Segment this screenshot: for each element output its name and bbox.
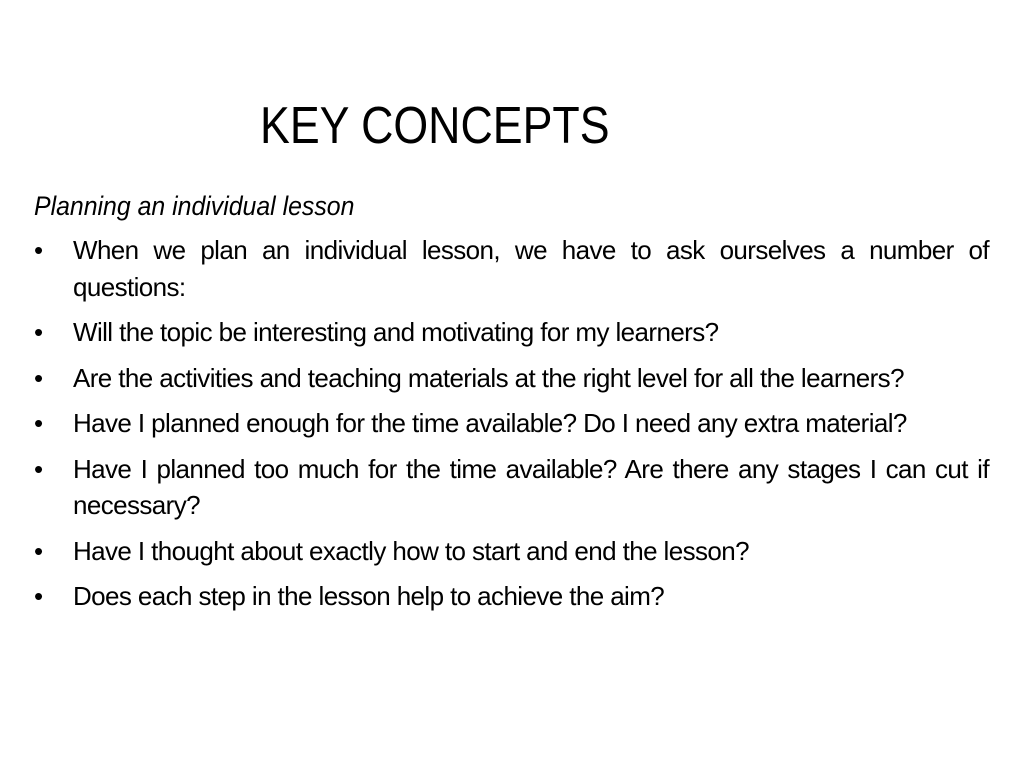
bullet-icon: • (34, 453, 43, 484)
slide-title: KEY CONCEPTS (260, 97, 610, 155)
bullet-icon: • (34, 362, 43, 393)
bullet-item (34, 232, 989, 305)
bullet-text: Have I thought about exactly how to start and end the lesson? (73, 535, 749, 566)
bullet-text: Does each step in the lesson help to achieve the aim? (73, 581, 665, 611)
bullet-icon: • (34, 317, 43, 347)
bullet-text: Have I planned enough for the time available? Do I need any extra material? (73, 408, 907, 438)
bullet-item (34, 405, 989, 442)
bullet-text: When we plan an individual lesson, we have to ask ourselves a number of questions: (73, 235, 989, 302)
slide-subtitle: Planning an individual lesson (34, 191, 355, 221)
bullet-icon: • (34, 581, 43, 611)
bullet-item (34, 314, 989, 351)
bullet-item (34, 451, 989, 524)
bullet-text: Will the topic be interesting and motivating for my learners? (73, 317, 719, 347)
bullet-item (34, 360, 989, 397)
bullet-text: Have I planned too much for the time available? Are there any stages I can cut if necessary? (73, 453, 989, 520)
bullet-icon: • (34, 408, 43, 438)
bullet-list (34, 232, 989, 615)
bullet-item (34, 578, 989, 615)
bullet-text: Are the activities and teaching materials at the right level for all the learners? (73, 362, 904, 393)
bullet-icon: • (34, 235, 43, 265)
bullet-item (34, 533, 989, 570)
bullet-icon: • (34, 535, 43, 566)
slide-content (34, 188, 989, 624)
